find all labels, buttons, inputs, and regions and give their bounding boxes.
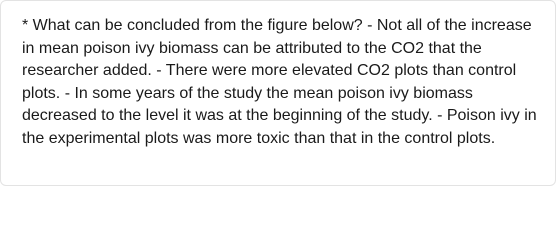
question-text: * What can be concluded from the figure below? - Not all of the increase in mean poison ivy biomass can be attributed to the CO2 that the researcher added. - There were more elevated CO2 plots than control plots. - In some years of the study the mean poison ivy biomass decreased to the level it was at the beginning of the study. - Poison ivy in the experimental plots was more toxic than that in the control plots.	[22, 17, 537, 147]
